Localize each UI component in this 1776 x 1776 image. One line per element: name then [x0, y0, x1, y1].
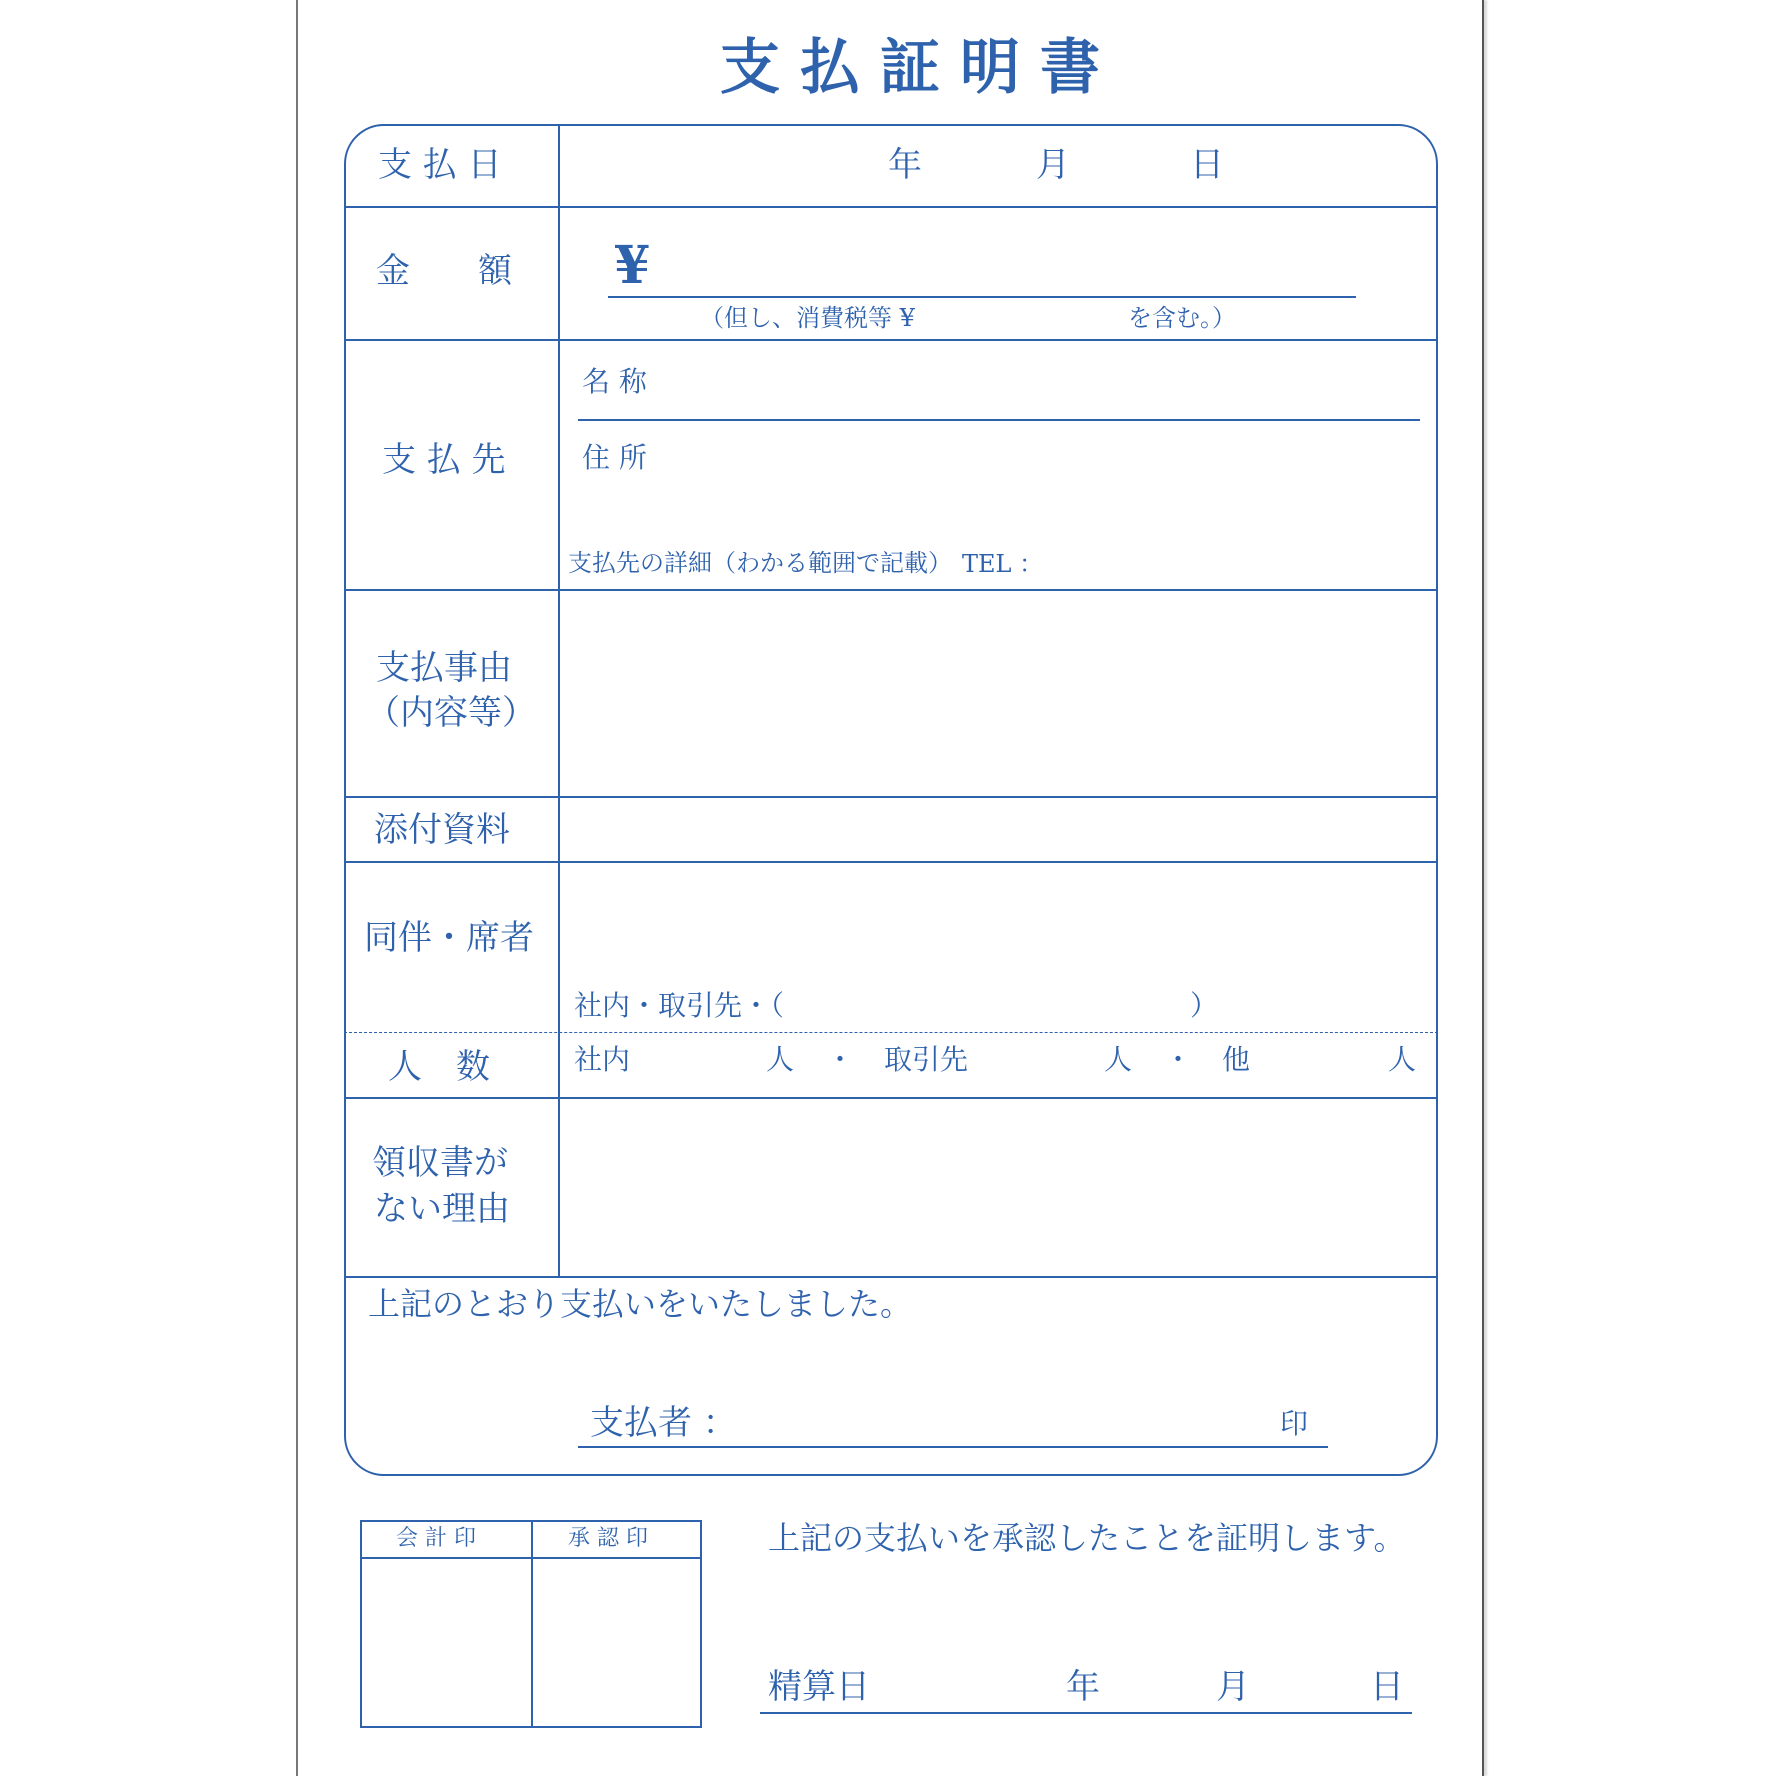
settlement-date-label: 精算日 — [768, 1667, 870, 1707]
companions-options: 社内・取引先・（ — [574, 989, 785, 1022]
amount-label: 金 額 — [376, 251, 512, 291]
headcount-person3: 人 — [1388, 1043, 1417, 1076]
label-column-divider — [558, 124, 560, 1276]
row-divider — [344, 1097, 1438, 1099]
payee-label: 支 払 先 — [382, 440, 506, 480]
headcount-dot1: ・ — [826, 1043, 855, 1076]
payee-name-underline — [578, 419, 1420, 421]
yen-symbol: ¥ — [614, 235, 651, 296]
headcount-dot2: ・ — [1164, 1043, 1193, 1076]
payment-statement: 上記のとおり支払いをいたしました。 — [368, 1285, 913, 1323]
payee-address-label: 住 所 — [582, 441, 647, 474]
headcount-other: 他 — [1222, 1043, 1251, 1076]
settlement-year: 年 — [1066, 1667, 1100, 1707]
row-divider — [344, 1276, 1438, 1278]
approval-stamp-label: 承 認 印 — [568, 1526, 648, 1551]
companions-options-close: ） — [1190, 989, 1219, 1022]
payer-label: 支払者 ： — [590, 1403, 737, 1443]
accounting-stamp-label: 会 計 印 — [396, 1526, 476, 1551]
amount-underline — [608, 296, 1356, 298]
reason-label-line2: （内容等） — [366, 693, 536, 733]
certification-text: 上記の支払いを承認したことを証明します。 — [768, 1519, 1406, 1557]
payment-date-label: 支 払 日 — [378, 145, 502, 185]
settlement-underline — [760, 1712, 1412, 1714]
payment-date-day: 日 — [1190, 145, 1224, 185]
no-receipt-label-line1: 領収書が — [372, 1143, 508, 1183]
headcount-person2: 人 — [1104, 1043, 1133, 1076]
row-divider — [344, 861, 1438, 863]
row-divider — [344, 206, 1438, 208]
tax-note-close: を含む。） — [1128, 304, 1236, 332]
approval-stamp-area[interactable] — [533, 1559, 700, 1726]
payment-date-year: 年 — [888, 145, 922, 185]
payee-name-label: 名 称 — [582, 365, 647, 398]
reason-label-line1: 支払事由 — [376, 648, 512, 688]
payment-date-month: 月 — [1036, 145, 1070, 185]
headcount-person1: 人 — [766, 1043, 795, 1076]
attachments-label: 添付資料 — [374, 810, 510, 850]
settlement-month: 月 — [1216, 1667, 1250, 1707]
headcount-internal: 社内 — [574, 1043, 631, 1076]
no-receipt-label-line2: ない理由 — [374, 1189, 510, 1229]
headcount-client: 取引先 — [884, 1043, 969, 1076]
tax-note-open: （但し、消費税等 ¥ — [700, 304, 915, 332]
payer-seal-mark: 印 — [1280, 1407, 1309, 1440]
payer-signature-line — [578, 1446, 1328, 1448]
row-divider-dashed — [344, 1032, 1438, 1033]
headcount-label: 人 数 — [388, 1047, 490, 1087]
accounting-stamp-area[interactable] — [362, 1559, 530, 1726]
page-title: 支払証明書 — [720, 33, 1120, 103]
payee-tel-label: TEL ： — [962, 550, 1044, 578]
row-divider — [344, 589, 1438, 591]
companions-label: 同伴・席者 — [364, 918, 534, 958]
payee-detail-note: 支払先の詳細（わかる範囲で記載） — [568, 549, 952, 577]
row-divider — [344, 339, 1438, 341]
row-divider — [344, 796, 1438, 798]
settlement-day: 日 — [1370, 1667, 1404, 1707]
